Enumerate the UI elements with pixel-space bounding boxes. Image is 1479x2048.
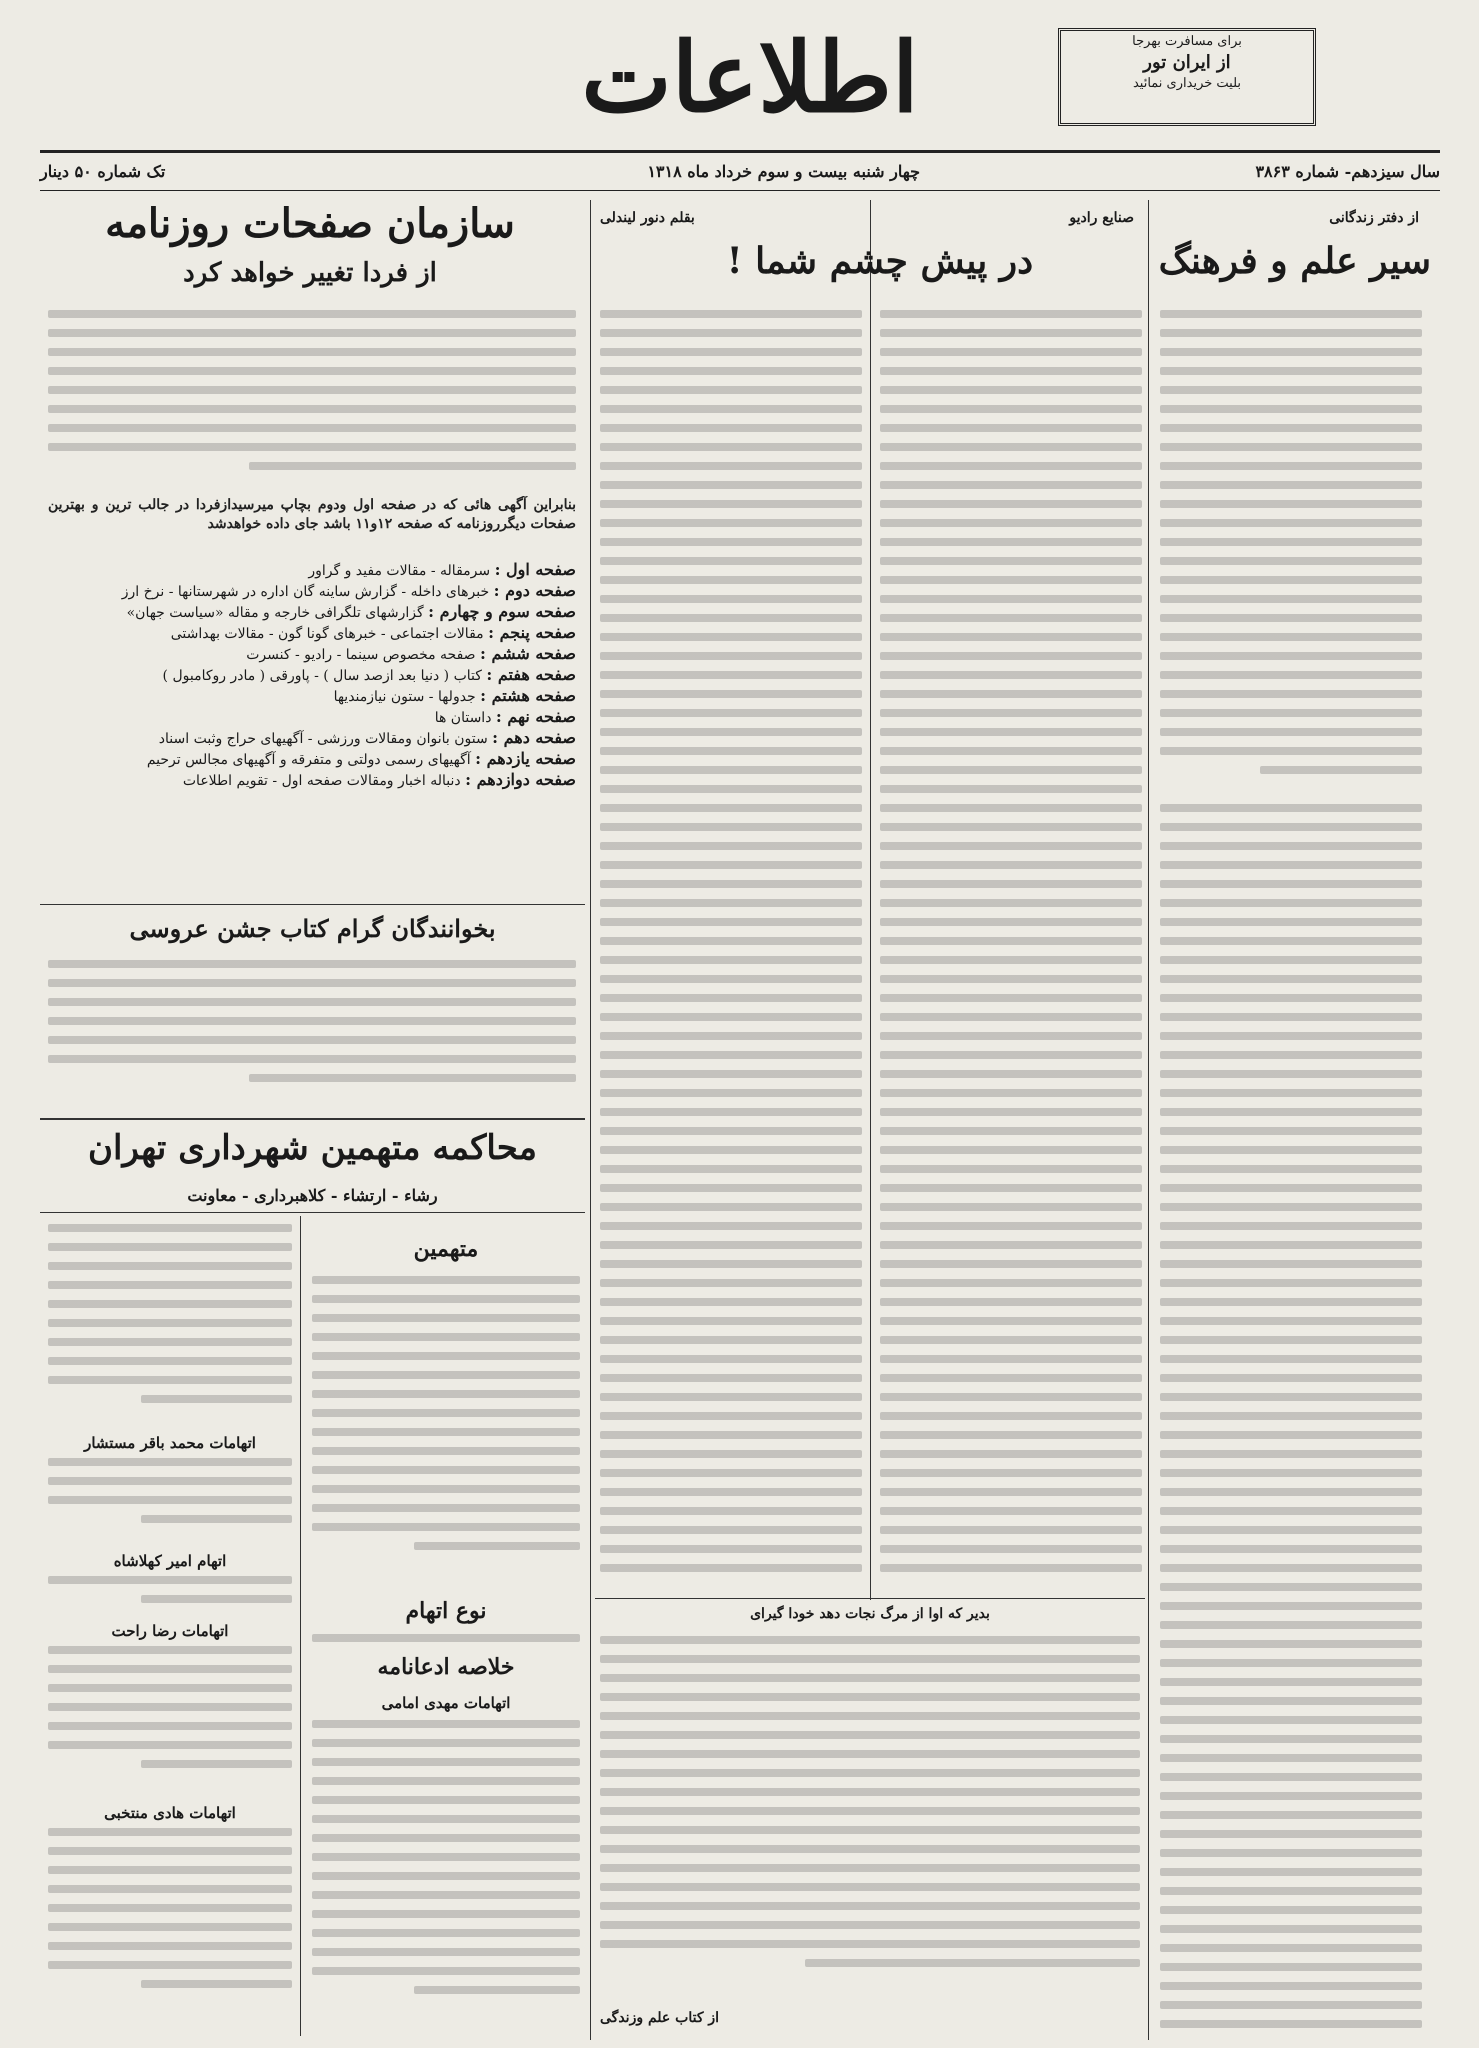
accusation-5-title: اتهامات مهدی امامی — [381, 1694, 511, 1712]
center-headline: در پیش چشم شما ! — [726, 240, 1034, 282]
page-section-row — [48, 707, 576, 728]
page-section-row — [48, 728, 576, 749]
page-section-row — [48, 602, 576, 623]
trial-subhead: رشاء - ارتشاء - کلاهبرداری - معاونت — [187, 1186, 438, 1205]
issue-number: سال سیزدهم- شماره ۳۸۶۳ — [1255, 162, 1440, 181]
left-intro-body — [48, 310, 576, 492]
page-section-label: صفحه دوازدهم : — [465, 770, 576, 789]
page-section-text: صفحه مخصوص سینما - رادیو - کنسرت — [246, 647, 476, 663]
wedding-body — [48, 960, 576, 1110]
left-headline: سازمان صفحات روزنامه — [105, 200, 515, 247]
dateline — [40, 160, 1440, 186]
page-section-label: صفحه سوم و چهارم : — [428, 602, 576, 621]
page-section-row — [48, 560, 576, 581]
wedding-headline: بخوانندگان گرام کتاب جشن عروسی — [129, 914, 496, 943]
page-section-text: دنباله اخبار ومقالات صفحه اول - تقویم اطلاعات — [182, 773, 461, 789]
dateline-rule — [40, 190, 1440, 191]
issue-date: چهار شنبه بیست و سوم خرداد ماه ۱۳۱۸ — [647, 162, 920, 181]
ad-line-3: بلیت خریداری نمائید — [1132, 76, 1242, 91]
page-section-text: جدولها - ستون نیازمندیها — [333, 689, 476, 705]
trial-intro-body — [48, 1224, 292, 1434]
center-right-body — [880, 310, 1142, 1580]
accusation-1-title: اتهامات محمد باقر مستشار — [84, 1434, 256, 1452]
ad-line-2: از ایران تور — [1143, 52, 1231, 73]
issue-price: تک شماره ۵۰ دینار — [40, 162, 166, 181]
charges-title: نوع اتهام — [405, 1598, 487, 1624]
accusation-2-title: اتهام امیر کهلاشاه — [113, 1552, 227, 1570]
trial-column-divider — [300, 1216, 301, 2036]
page-section-label: صفحه هفتم : — [486, 665, 576, 684]
accusation-4-body — [48, 1828, 292, 2028]
trial-rule — [40, 1118, 585, 1120]
page-section-text: مقالات اجتماعی - خبرهای گونا گون - مقالات بهداشتی — [170, 626, 484, 642]
left-subhead: از فردا تغییر خواهد کرد — [183, 258, 437, 288]
center-bottom-source: از کتاب علم وزندگی — [600, 2010, 720, 2026]
masthead-rule — [40, 150, 1440, 153]
right-kicker: از دفتر زندگانی — [1329, 210, 1419, 226]
charges-body — [312, 1634, 580, 1650]
accusation-4-title: اتهامات هادی منتخبی — [104, 1804, 236, 1822]
page-section-label: صفحه پنجم : — [488, 623, 576, 642]
accused-title: متهمین — [413, 1236, 479, 1262]
page-section-text: آگهیهای رسمی دولتی و متفرقه و آگهیهای مجالس ترحیم — [146, 752, 471, 768]
center-kicker-left: بقلم دنور لیندلی — [600, 210, 695, 226]
page-section-text: کتاب ( دنیا بعد ازصد سال ) - پاورقی ( مادر روکامبول ) — [162, 668, 482, 684]
trial-headline: محاکمه متهمین شهرداری تهران — [88, 1128, 537, 1168]
page-section-text: ستون بانوان ومقالات ورزشی - آگهیهای حراج وثبت اسناد — [158, 731, 488, 747]
page-section-row — [48, 665, 576, 686]
masthead-title: اطلاعات — [581, 21, 919, 134]
page-section-label: صفحه اول : — [494, 560, 576, 579]
page-section-row — [48, 581, 576, 602]
accusation-1-body — [48, 1458, 292, 1548]
ad-line-1: برای مسافرت بهرجا — [1132, 34, 1242, 49]
right-column-body — [1160, 310, 1422, 2030]
accusation-3-body — [48, 1646, 292, 1800]
right-headline: سیر علم و فرهنگ — [1158, 240, 1431, 282]
page-section-text: داستان ها — [434, 710, 492, 726]
center-left-body — [600, 310, 862, 1580]
center-bottom-headline: بدیر که اوا از مرگ نجات دهد خودا گیرای — [750, 1606, 990, 1622]
page-section-text: گزارشهای تلگرافی خارجه و مقاله «سیاست جهان» — [126, 605, 424, 621]
center-kicker-right: صنایع رادیو — [1069, 210, 1134, 226]
page-section-label: صفحه یازدهم : — [475, 749, 576, 768]
accusation-3-title: اتهامات رضا راحت — [111, 1622, 229, 1640]
page-section-text: خبرهای داخله - گزارش ساینه گان اداره در شهرستانها - نرخ ارز — [121, 584, 490, 600]
page-sections-list — [48, 560, 576, 890]
page-section-label: صفحه نهم : — [495, 707, 576, 726]
accused-list — [312, 1276, 580, 1586]
column-divider-right — [1148, 200, 1149, 2040]
page-section-row — [48, 686, 576, 707]
page-section-text: سرمقاله - مقالات مفید و گراور — [308, 563, 491, 579]
masthead-ad-box — [1058, 28, 1316, 126]
column-divider-center — [870, 200, 871, 1600]
page-section-row — [48, 770, 576, 791]
summary-title: خلاصه ادعانامه — [377, 1654, 515, 1680]
page-section-label: صفحه ششم : — [480, 644, 576, 663]
center-bottom-body — [600, 1636, 1140, 2016]
accusation-2-body — [48, 1576, 292, 1616]
wedding-rule — [40, 904, 585, 905]
page-section-row — [48, 749, 576, 770]
trial-subhead-rule — [40, 1212, 585, 1213]
left-lead-bold: بنابراین آگهی هائی که در صفحه اول ودوم بچاپ میرسیدازفردا در جالب ترین و بهترین صفحات دیگرروزنامه که صفحه ۱۲و۱۱ باشد جای داده خواهدشد — [48, 497, 576, 532]
center-bottom-rule — [595, 1598, 1145, 1599]
column-divider-left — [590, 200, 591, 2040]
summary-body — [312, 1720, 580, 2030]
page-section-label: صفحه دهم : — [492, 728, 576, 747]
page-section-row — [48, 644, 576, 665]
page-section-row — [48, 623, 576, 644]
page-section-label: صفحه دوم : — [493, 581, 576, 600]
page-section-label: صفحه هشتم : — [480, 686, 576, 705]
